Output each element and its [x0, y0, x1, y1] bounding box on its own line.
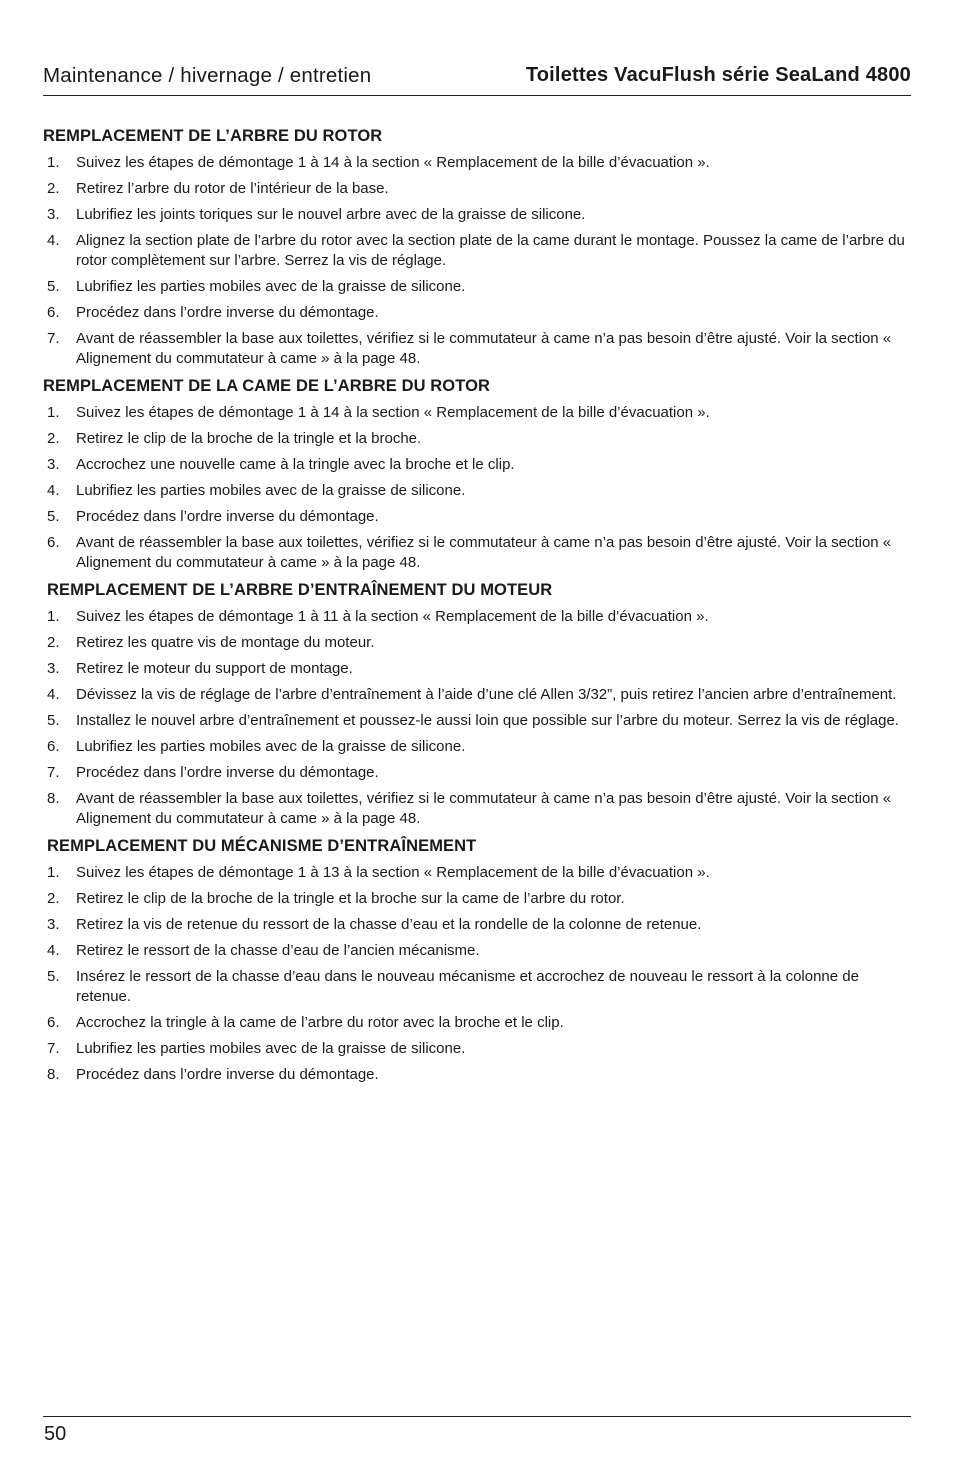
- page-number: 50: [44, 1423, 67, 1445]
- step-item: [43, 481, 913, 501]
- step-number: 2.: [47, 890, 60, 907]
- step-text: Avant de réassembler la base aux toilettes, vérifiez si le commutateur à came n’a pas besoin d’être ajusté. Voir la section « Alignement du commutateur à came » à la page 48.: [76, 330, 892, 367]
- step-item: [43, 1065, 913, 1085]
- header-product-title: Toilettes VacuFlush série SeaLand 4800: [525, 64, 911, 86]
- step-text: Retirez les quatre vis de montage du moteur.: [76, 634, 375, 651]
- step-item: [43, 941, 913, 961]
- page-header: [43, 62, 911, 96]
- step-text: Lubrifiez les parties mobiles avec de la graisse de silicone.: [76, 738, 466, 755]
- step-text: Installez le nouvel arbre d’entraînement et poussez-le aussi loin que possible sur l’arbre du moteur. Serrez la vis de réglage.: [76, 712, 899, 729]
- section-title: REMPLACEMENT DE LA CAME DE L’ARBRE DU ROTOR: [43, 377, 491, 395]
- step-text: Retirez le moteur du support de montage.: [76, 660, 353, 677]
- step-item: [43, 889, 913, 909]
- section-rotor-shaft: [43, 125, 913, 369]
- step-item: [43, 711, 913, 731]
- step-item: [43, 763, 913, 783]
- step-text: Avant de réassembler la base aux toilettes, vérifiez si le commutateur à came n’a pas besoin d’être ajusté. Voir la section « Alignement du commutateur à came » à la page 48.: [76, 790, 892, 827]
- step-number: 1.: [47, 404, 60, 421]
- step-number: 1.: [47, 154, 60, 171]
- step-text: Dévissez la vis de réglage de l’arbre d’entraînement à l’aide d’une clé Allen 3/32”, puis retirez l’ancien arbre d’entraînement.: [76, 686, 897, 703]
- step-item: [43, 1013, 913, 1033]
- step-item: [43, 329, 913, 369]
- step-number: 2.: [47, 634, 60, 651]
- step-text: Suivez les étapes de démontage 1 à 14 à la section « Remplacement de la bille d’évacuation ».: [76, 154, 710, 171]
- step-number: 3.: [47, 916, 60, 933]
- step-item: [43, 659, 913, 679]
- step-text: Procédez dans l’ordre inverse du démontage.: [76, 508, 379, 525]
- step-item: [43, 507, 913, 527]
- step-number: 4.: [47, 686, 60, 703]
- step-item: [43, 789, 913, 829]
- step-number: 4.: [47, 482, 60, 499]
- step-text: Suivez les étapes de démontage 1 à 14 à la section « Remplacement de la bille d’évacuation ».: [76, 404, 710, 421]
- step-item: [43, 685, 913, 705]
- step-number: 7.: [47, 764, 60, 781]
- step-text: Avant de réassembler la base aux toilettes, vérifiez si le commutateur à came n’a pas besoin d’être ajusté. Voir la section « Alignement du commutateur à came » à la page 48.: [76, 534, 892, 571]
- section-title: REMPLACEMENT DE L’ARBRE D’ENTRAÎNEMENT DU MOTEUR: [47, 581, 553, 599]
- step-text: Retirez le ressort de la chasse d’eau de l’ancien mécanisme.: [76, 942, 480, 959]
- step-number: 6.: [47, 304, 60, 321]
- step-list: [43, 863, 913, 1085]
- step-text: Lubrifiez les parties mobiles avec de la graisse de silicone.: [76, 482, 466, 499]
- step-item: [43, 205, 913, 225]
- step-text: Procédez dans l’ordre inverse du démontage.: [76, 764, 379, 781]
- step-number: 5.: [47, 278, 60, 295]
- step-text: Retirez la vis de retenue du ressort de la chasse d’eau et la rondelle de la colonne de retenue.: [76, 916, 702, 933]
- step-number: 7.: [47, 1040, 60, 1057]
- step-item: [43, 179, 913, 199]
- step-text: Accrochez une nouvelle came à la tringle avec la broche et le clip.: [76, 456, 515, 473]
- step-list: [43, 403, 913, 573]
- step-text: Alignez la section plate de l’arbre du rotor avec la section plate de la came durant le montage. Poussez la came de l’arbre du rotor complètement sur l’arbre. Serrez la vis de réglage.: [76, 232, 905, 269]
- step-item: [43, 967, 913, 1007]
- step-number: 5.: [47, 968, 60, 985]
- step-number: 3.: [47, 660, 60, 677]
- section-motor-drive-shaft: [43, 579, 913, 829]
- step-number: 2.: [47, 430, 60, 447]
- step-text: Lubrifiez les parties mobiles avec de la graisse de silicone.: [76, 278, 466, 295]
- step-number: 2.: [47, 180, 60, 197]
- step-text: Accrochez la tringle à la came de l’arbre du rotor avec la broche et le clip.: [76, 1014, 564, 1031]
- step-text: Suivez les étapes de démontage 1 à 13 à la section « Remplacement de la bille d’évacuation ».: [76, 864, 710, 881]
- step-item: [43, 231, 913, 271]
- step-text: Retirez le clip de la broche de la tringle et la broche sur la came de l’arbre du rotor.: [76, 890, 625, 907]
- step-item: [43, 607, 913, 627]
- step-item: [43, 737, 913, 757]
- step-item: [43, 153, 913, 173]
- step-text: Retirez le clip de la broche de la tringle et la broche.: [76, 430, 422, 447]
- step-text: Suivez les étapes de démontage 1 à 11 à la section « Remplacement de la bille d’évacuation ».: [76, 608, 709, 625]
- step-number: 3.: [47, 456, 60, 473]
- section-drive-mechanism: [43, 835, 913, 1085]
- step-number: 8.: [47, 1066, 60, 1083]
- step-item: [43, 915, 913, 935]
- step-item: [43, 1039, 913, 1059]
- step-list: [43, 607, 913, 829]
- step-number: 1.: [47, 608, 60, 625]
- page-footer: [43, 1416, 911, 1445]
- step-text: Lubrifiez les parties mobiles avec de la graisse de silicone.: [76, 1040, 466, 1057]
- step-number: 6.: [47, 534, 60, 551]
- step-item: [43, 633, 913, 653]
- step-item: [43, 533, 913, 573]
- step-number: 4.: [47, 232, 60, 249]
- step-number: 5.: [47, 712, 60, 729]
- step-number: 7.: [47, 330, 60, 347]
- step-number: 6.: [47, 738, 60, 755]
- section-title: REMPLACEMENT DU MÉCANISME D’ENTRAÎNEMENT: [47, 837, 477, 855]
- step-number: 1.: [47, 864, 60, 881]
- step-number: 8.: [47, 790, 60, 807]
- section-title: REMPLACEMENT DE L’ARBRE DU ROTOR: [43, 127, 383, 145]
- step-number: 5.: [47, 508, 60, 525]
- step-item: [43, 863, 913, 883]
- step-text: Insérez le ressort de la chasse d’eau dans le nouveau mécanisme et accrochez de nouveau le ressort à la colonne de retenue.: [76, 968, 859, 1005]
- step-item: [43, 429, 913, 449]
- step-number: 4.: [47, 942, 60, 959]
- step-text: Retirez l’arbre du rotor de l’intérieur de la base.: [76, 180, 389, 197]
- page-content: [43, 125, 913, 1091]
- step-text: Lubrifiez les joints toriques sur le nouvel arbre avec de la graisse de silicone.: [76, 206, 586, 223]
- step-item: [43, 303, 913, 323]
- step-item: [43, 277, 913, 297]
- step-item: [43, 403, 913, 423]
- step-number: 3.: [47, 206, 60, 223]
- step-item: [43, 455, 913, 475]
- header-chapter-title: Maintenance / hivernage / entretien: [43, 64, 372, 87]
- section-rotor-shaft-cam: [43, 375, 913, 573]
- step-text: Procédez dans l’ordre inverse du démontage.: [76, 1066, 379, 1083]
- step-text: Procédez dans l’ordre inverse du démontage.: [76, 304, 379, 321]
- step-list: [43, 153, 913, 369]
- step-number: 6.: [47, 1014, 60, 1031]
